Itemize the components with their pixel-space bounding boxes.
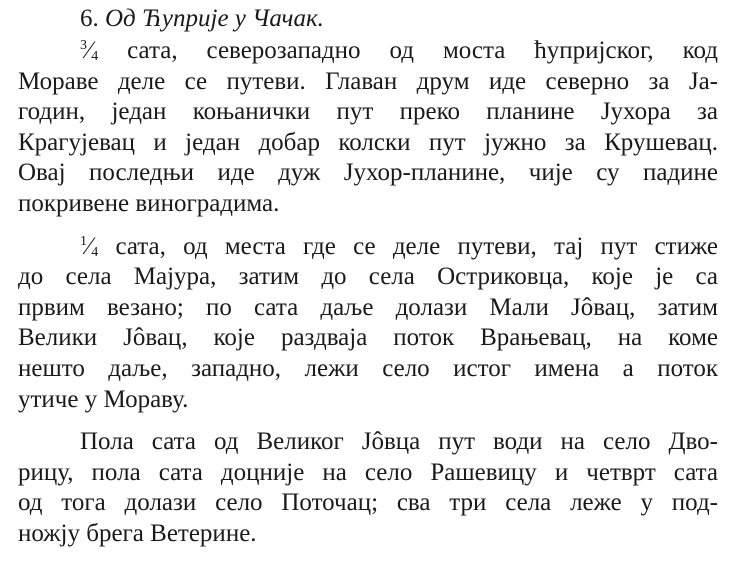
section-number: 6. (80, 5, 99, 32)
paragraph-line: годин, један коњанички пут преко планине Јухора за (18, 98, 718, 126)
section-heading (80, 4, 718, 34)
paragraph-line: покривене виноградима. (18, 189, 280, 217)
paragraph-line: Крагујевац и један добар колски пут јужно за Крушевац. (18, 128, 718, 156)
paragraph-3 (18, 427, 718, 549)
paragraph-line: ножју брега Ветерине. (18, 519, 257, 547)
paragraph-line: $^3⁄_4$ сата, северозападно од моста ћупријског, код (80, 37, 718, 64)
paragraph-line: до села Мајура, затим до села Остриковца, које је са (18, 263, 718, 291)
paragraph-line: $^1⁄_4$ сата, од места где се деле путеви, тај пут стиже (80, 232, 719, 260)
paragraph-line: Велики Јôвац, које раздваја поток Врањевац, на коме (18, 324, 718, 352)
paragraph-1 (18, 36, 718, 220)
paragraph-2 (18, 232, 718, 416)
paragraph-line: Овај последњи иде дуж Јухор-планине, чије су падине (18, 159, 718, 187)
paragraph-line: Мораве деле се путеви. Главан друм иде северно за Ја- (18, 67, 718, 95)
section-title: Од Ћуприје у Чачак. (105, 5, 324, 32)
fraction: $^3⁄_4$ (80, 37, 99, 64)
paragraph-line: рицу, пола сата доцније на село Рашевицу и четврт сата (18, 458, 718, 486)
fraction: $^1⁄_4$ (80, 232, 99, 260)
paragraph-line: нешто даље, западно, лежи село истог имена а поток (18, 354, 718, 382)
paragraph-line: Пола сата од Великог Јôвца пут води на село Дво- (80, 428, 718, 456)
paragraph-line: првим везано; по сата даље долази Мали Јôвац, затим (18, 293, 718, 321)
paragraph-line: утиче у Мораву. (18, 385, 189, 413)
paragraph-line: од тога долази село Поточац; сва три села леже у под- (18, 489, 718, 517)
